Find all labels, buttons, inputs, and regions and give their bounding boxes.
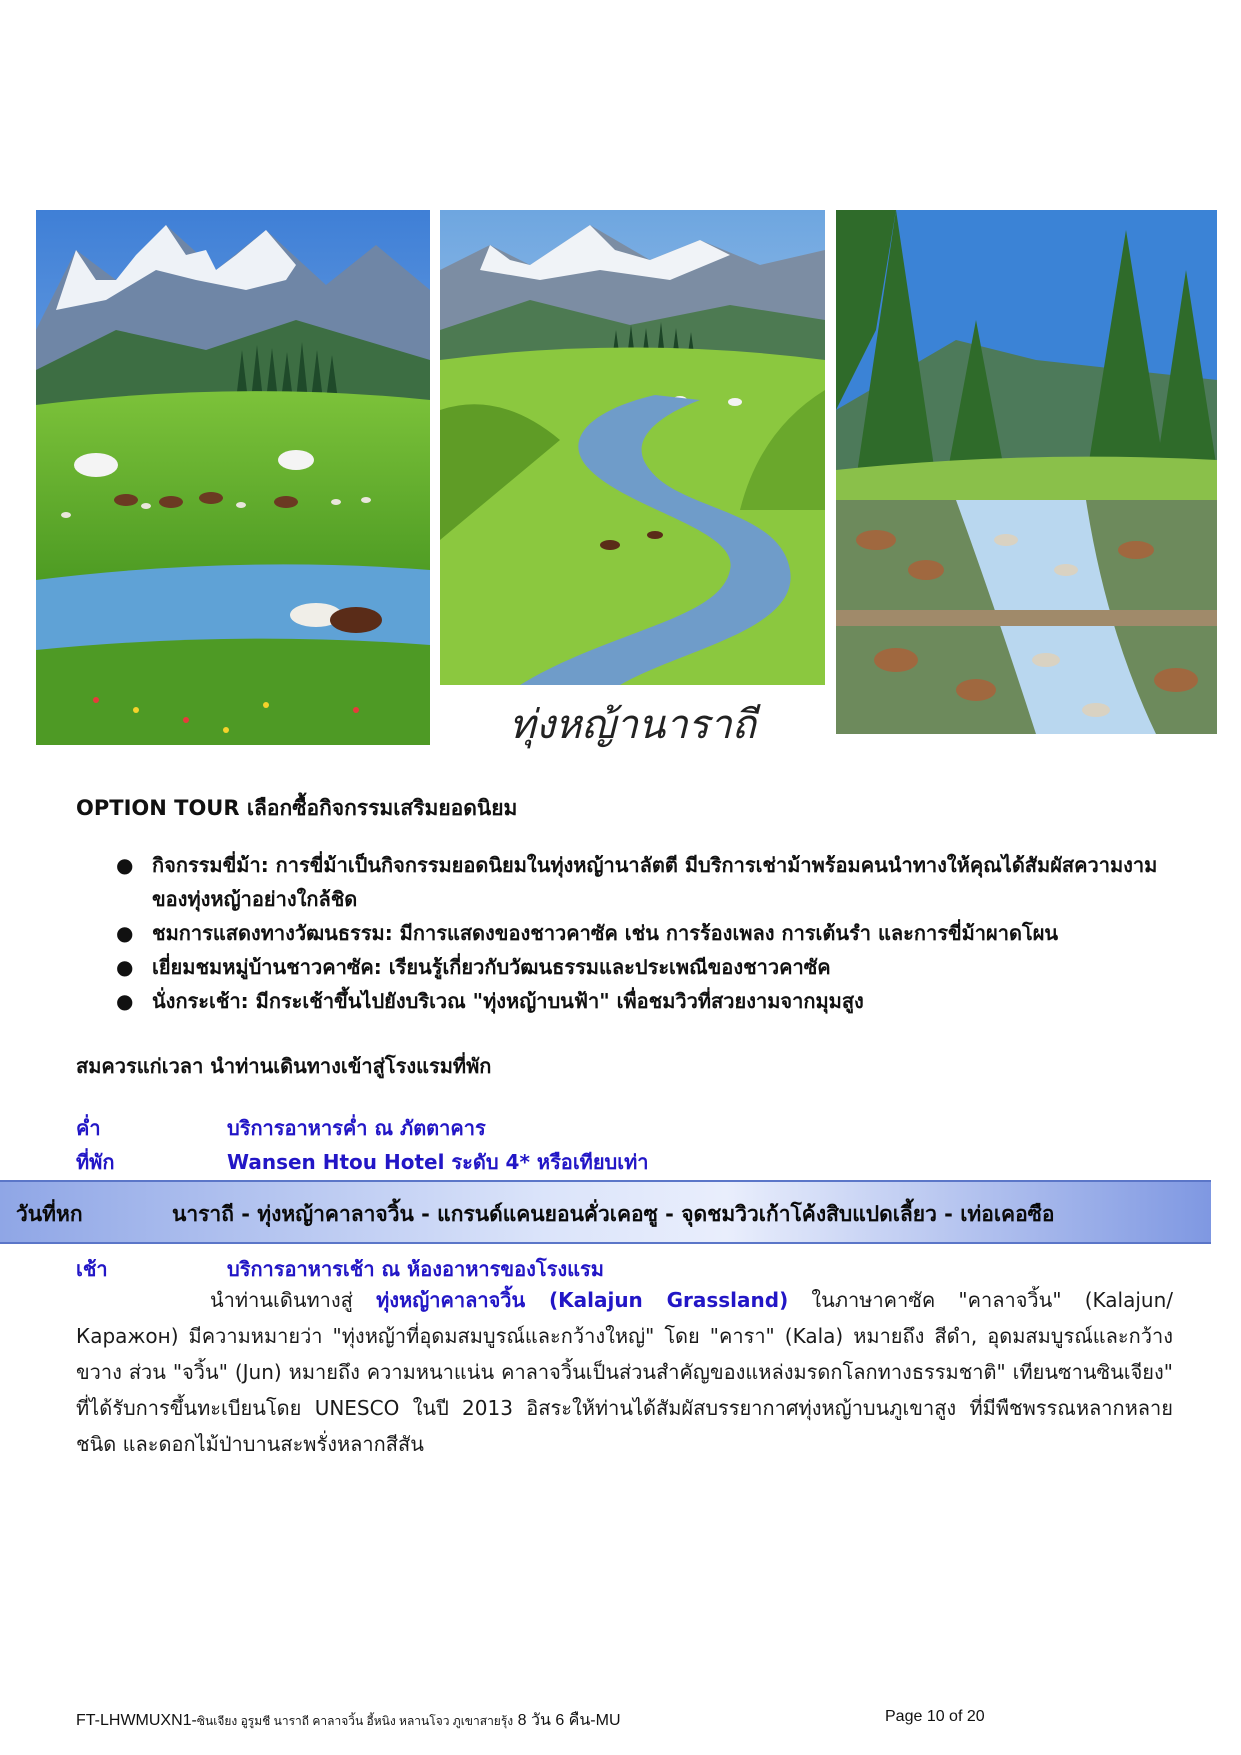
bullet-icon: ● <box>116 921 134 945</box>
bullet-icon: ● <box>116 989 134 1013</box>
day-route: นาราถี - ทุ่งหญ้าคาลาจวิ้น - แกรนด์แคนยอนคั่วเคอซู - จุดชมวิวเก้าโค้งสิบแปดเลี้ยว - เท่อเคอซือ <box>172 1202 1055 1226</box>
body-rest: ในภาษาคาซัค "คาลาจวิ้น" (Kalajun/Каражон) มีความหมายว่า "ทุ่งหญ้าที่อุดมสมบูรณ์และกว้างใหญ่" โดย "คารา" (Kala) หมายถึง สีดำ, อุดมสมบูรณ์และกว้างขวาง ส่วน "จวิ้น" (Jun) หมายถึง ความหนาแน่น คาลาจวิ้นเป็นส่วนสำคัญของแหล่งมรดกโลกทางธรรมชาติ" เทียนซานซินเจียง" ที่ได้รับการขึ้นทะเบียนโดย UNESCO ในปี 2013 อิสระให้ท่านได้สัมผัสบรรยากาศทุ่งหญ้าบนภูเขาสูง ที่มีพืชพรรณหลากหลายชนิด และดอกไม้ป่าบานสะพรั่งหลากสีสัน <box>76 1288 1173 1456</box>
body-intro: นำท่านเดินทางสู่ <box>210 1288 353 1312</box>
day-label: วันที่หก <box>16 1202 83 1226</box>
photo-caption: ทุ่งหญ้านาราถี <box>509 702 756 748</box>
dinner-label: ค่ำ <box>76 1116 101 1140</box>
dinner-row <box>76 1112 486 1144</box>
list-item: ● เยี่ยมชมหมู่บ้านชาวคาซัค: เรียนรู้เกี่ยวกับวัฒนธรรมและประเพณีของชาวคาซัค <box>110 950 1172 984</box>
kalajun-highlight: ทุ่งหญ้าคาลาจวิ้น (Kalajun Grassland) <box>376 1288 789 1312</box>
hotel-label: ที่พัก <box>76 1150 115 1174</box>
list-item: ● ชมการแสดงทางวัฒนธรรม: มีการแสดงของชาวคาซัค เช่น การร้องเพลง การเต้นรำ และการขี่ม้าผาดโผน <box>110 916 1172 950</box>
option-tour-heading: OPTION TOUR เลือกซื้อกิจกรรมเสริมยอดนิยม <box>76 796 518 820</box>
transit-note: สมควรแก่เวลา นำท่านเดินทางเข้าสู่โรงแรมที่พัก <box>76 1054 492 1078</box>
breakfast-row <box>76 1253 604 1285</box>
list-item: ● กิจกรรมขี่ม้า: การขี่ม้าเป็นกิจกรรมยอดนิยมในทุ่งหญ้านาลัตตี มีบริการเช่าม้าพร้อมคนนำทางให้คุณได้สัมผัสความงามของทุ่งหญ้าอย่างใกล้ชิด <box>110 848 1172 916</box>
hotel-row <box>76 1146 649 1178</box>
option-list <box>110 848 1172 1018</box>
grassland-horses-photo <box>36 210 430 745</box>
bullet-icon: ● <box>116 955 134 979</box>
footer-code: FT-LHWMUXN1-ซินเจียง อูรูมชี นาราถี คาลาจวิ้น อี้หนิง หลานโจว ภูเขาสายรุ้ง 8 วัน 6 คืน-MU <box>76 1712 621 1729</box>
day-description <box>76 1282 1173 1462</box>
hotel-text: Wansen Htou Hotel ระดับ 4* หรือเทียบเท่า <box>227 1150 649 1174</box>
list-item: ● นั่งกระเช้า: มีกระเช้าขึ้นไปยังบริเวณ "ทุ่งหญ้าบนฟ้า" เพื่อชมวิวที่สวยงามจากมุมสูง <box>110 984 1172 1018</box>
river-valley-photo <box>440 210 825 685</box>
day-header-bar <box>0 1180 1211 1244</box>
bullet-icon: ● <box>116 853 134 877</box>
dinner-text: บริการอาหารค่ำ ณ ภัตตาคาร <box>227 1116 486 1140</box>
forest-stream-photo <box>836 210 1217 734</box>
page-number: Page 10 of 20 <box>885 1708 985 1725</box>
breakfast-label: เช้า <box>76 1257 108 1281</box>
breakfast-text: บริการอาหารเช้า ณ ห้องอาหารของโรงแรม <box>227 1257 604 1281</box>
